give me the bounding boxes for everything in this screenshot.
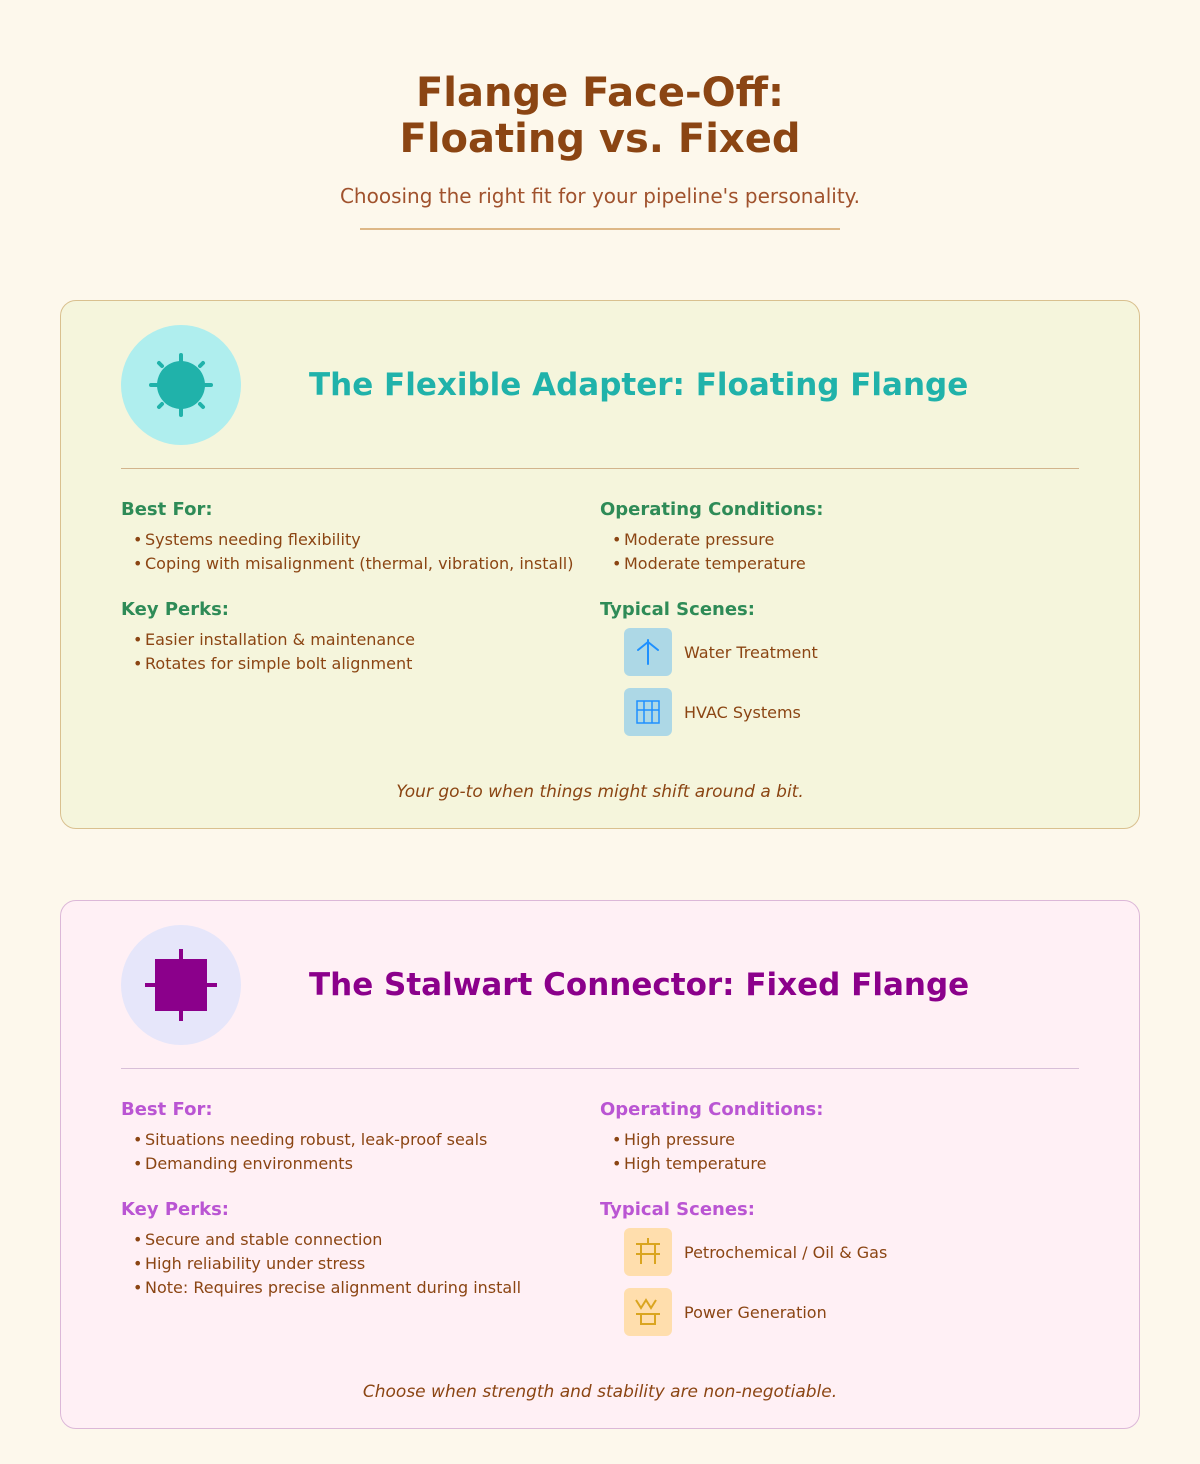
water-treatment-icon <box>624 628 672 676</box>
typical-scenes-heading: Typical Scenes: <box>600 1199 755 1220</box>
scene-item <box>624 688 1079 736</box>
list-item: • High reliability under stress <box>121 1252 600 1276</box>
right-column <box>600 1098 1079 1348</box>
scene-label: Power Generation <box>684 1302 827 1322</box>
power-generation-icon <box>624 1288 672 1336</box>
operating-conditions-heading: Operating Conditions: <box>600 499 824 520</box>
petrochemical-icon <box>624 1228 672 1276</box>
card-details <box>121 498 1079 748</box>
right-column <box>600 498 1079 748</box>
scene-item <box>624 628 1079 676</box>
list-item: • Note: Requires precise alignment during install <box>121 1276 600 1300</box>
list-item: • Moderate temperature <box>600 552 1079 576</box>
scene-item <box>624 1288 1079 1336</box>
card-title: The Flexible Adapter: Floating Flange <box>309 367 969 403</box>
key-perks-heading: Key Perks: <box>121 1199 229 1220</box>
page-subtitle: Choosing the right fit for your pipeline's personality. <box>339 184 861 208</box>
typical-scenes-list <box>600 628 1079 736</box>
list-item: • High temperature <box>600 1152 1079 1176</box>
page-header <box>0 0 1200 230</box>
card-divider <box>121 1068 1079 1069</box>
operating-conditions-list <box>600 528 1079 576</box>
card-title: The Stalwart Connector: Fixed Flange <box>309 967 970 1003</box>
scene-item <box>624 1228 1079 1276</box>
floating-flange-card <box>60 300 1140 829</box>
header-divider <box>360 228 840 230</box>
card-details <box>121 1098 1079 1348</box>
fixed-flange-icon <box>121 925 241 1045</box>
list-item: • Rotates for simple bolt alignment <box>121 652 600 676</box>
key-perks-list <box>121 1228 600 1300</box>
list-item: • Demanding environments <box>121 1152 600 1176</box>
scene-label: Petrochemical / Oil & Gas <box>684 1242 888 1262</box>
left-column <box>121 1098 600 1348</box>
list-item: • Systems needing flexibility <box>121 528 600 552</box>
card-tagline: Your go-to when things might shift around a bit. <box>396 782 804 802</box>
hvac-icon <box>624 688 672 736</box>
list-item: • Easier installation & maintenance <box>121 628 600 652</box>
card-header <box>121 925 1079 1045</box>
key-perks-list <box>121 628 600 676</box>
best-for-list <box>121 1128 600 1176</box>
floating-flange-icon <box>121 325 241 445</box>
page-title: Flange Face-Off: Floating vs. Fixed <box>399 70 801 162</box>
key-perks-heading: Key Perks: <box>121 599 229 620</box>
left-column <box>121 498 600 748</box>
card-tagline: Choose when strength and stability are non-negotiable. <box>362 1382 838 1402</box>
list-item: • Situations needing robust, leak-proof seals <box>121 1128 600 1152</box>
scene-label: Water Treatment <box>684 642 818 662</box>
list-item: • Coping with misalignment (thermal, vibration, install) <box>121 552 600 576</box>
best-for-heading: Best For: <box>121 499 213 520</box>
typical-scenes-list <box>600 1228 1079 1336</box>
fixed-flange-card <box>60 900 1140 1429</box>
card-divider <box>121 468 1079 469</box>
operating-conditions-list <box>600 1128 1079 1176</box>
operating-conditions-heading: Operating Conditions: <box>600 1099 824 1120</box>
typical-scenes-heading: Typical Scenes: <box>600 599 755 620</box>
list-item: • Moderate pressure <box>600 528 1079 552</box>
list-item: • Secure and stable connection <box>121 1228 600 1252</box>
best-for-list <box>121 528 600 576</box>
best-for-heading: Best For: <box>121 1099 213 1120</box>
scene-label: HVAC Systems <box>684 702 801 722</box>
list-item: • High pressure <box>600 1128 1079 1152</box>
card-header <box>121 325 1079 445</box>
